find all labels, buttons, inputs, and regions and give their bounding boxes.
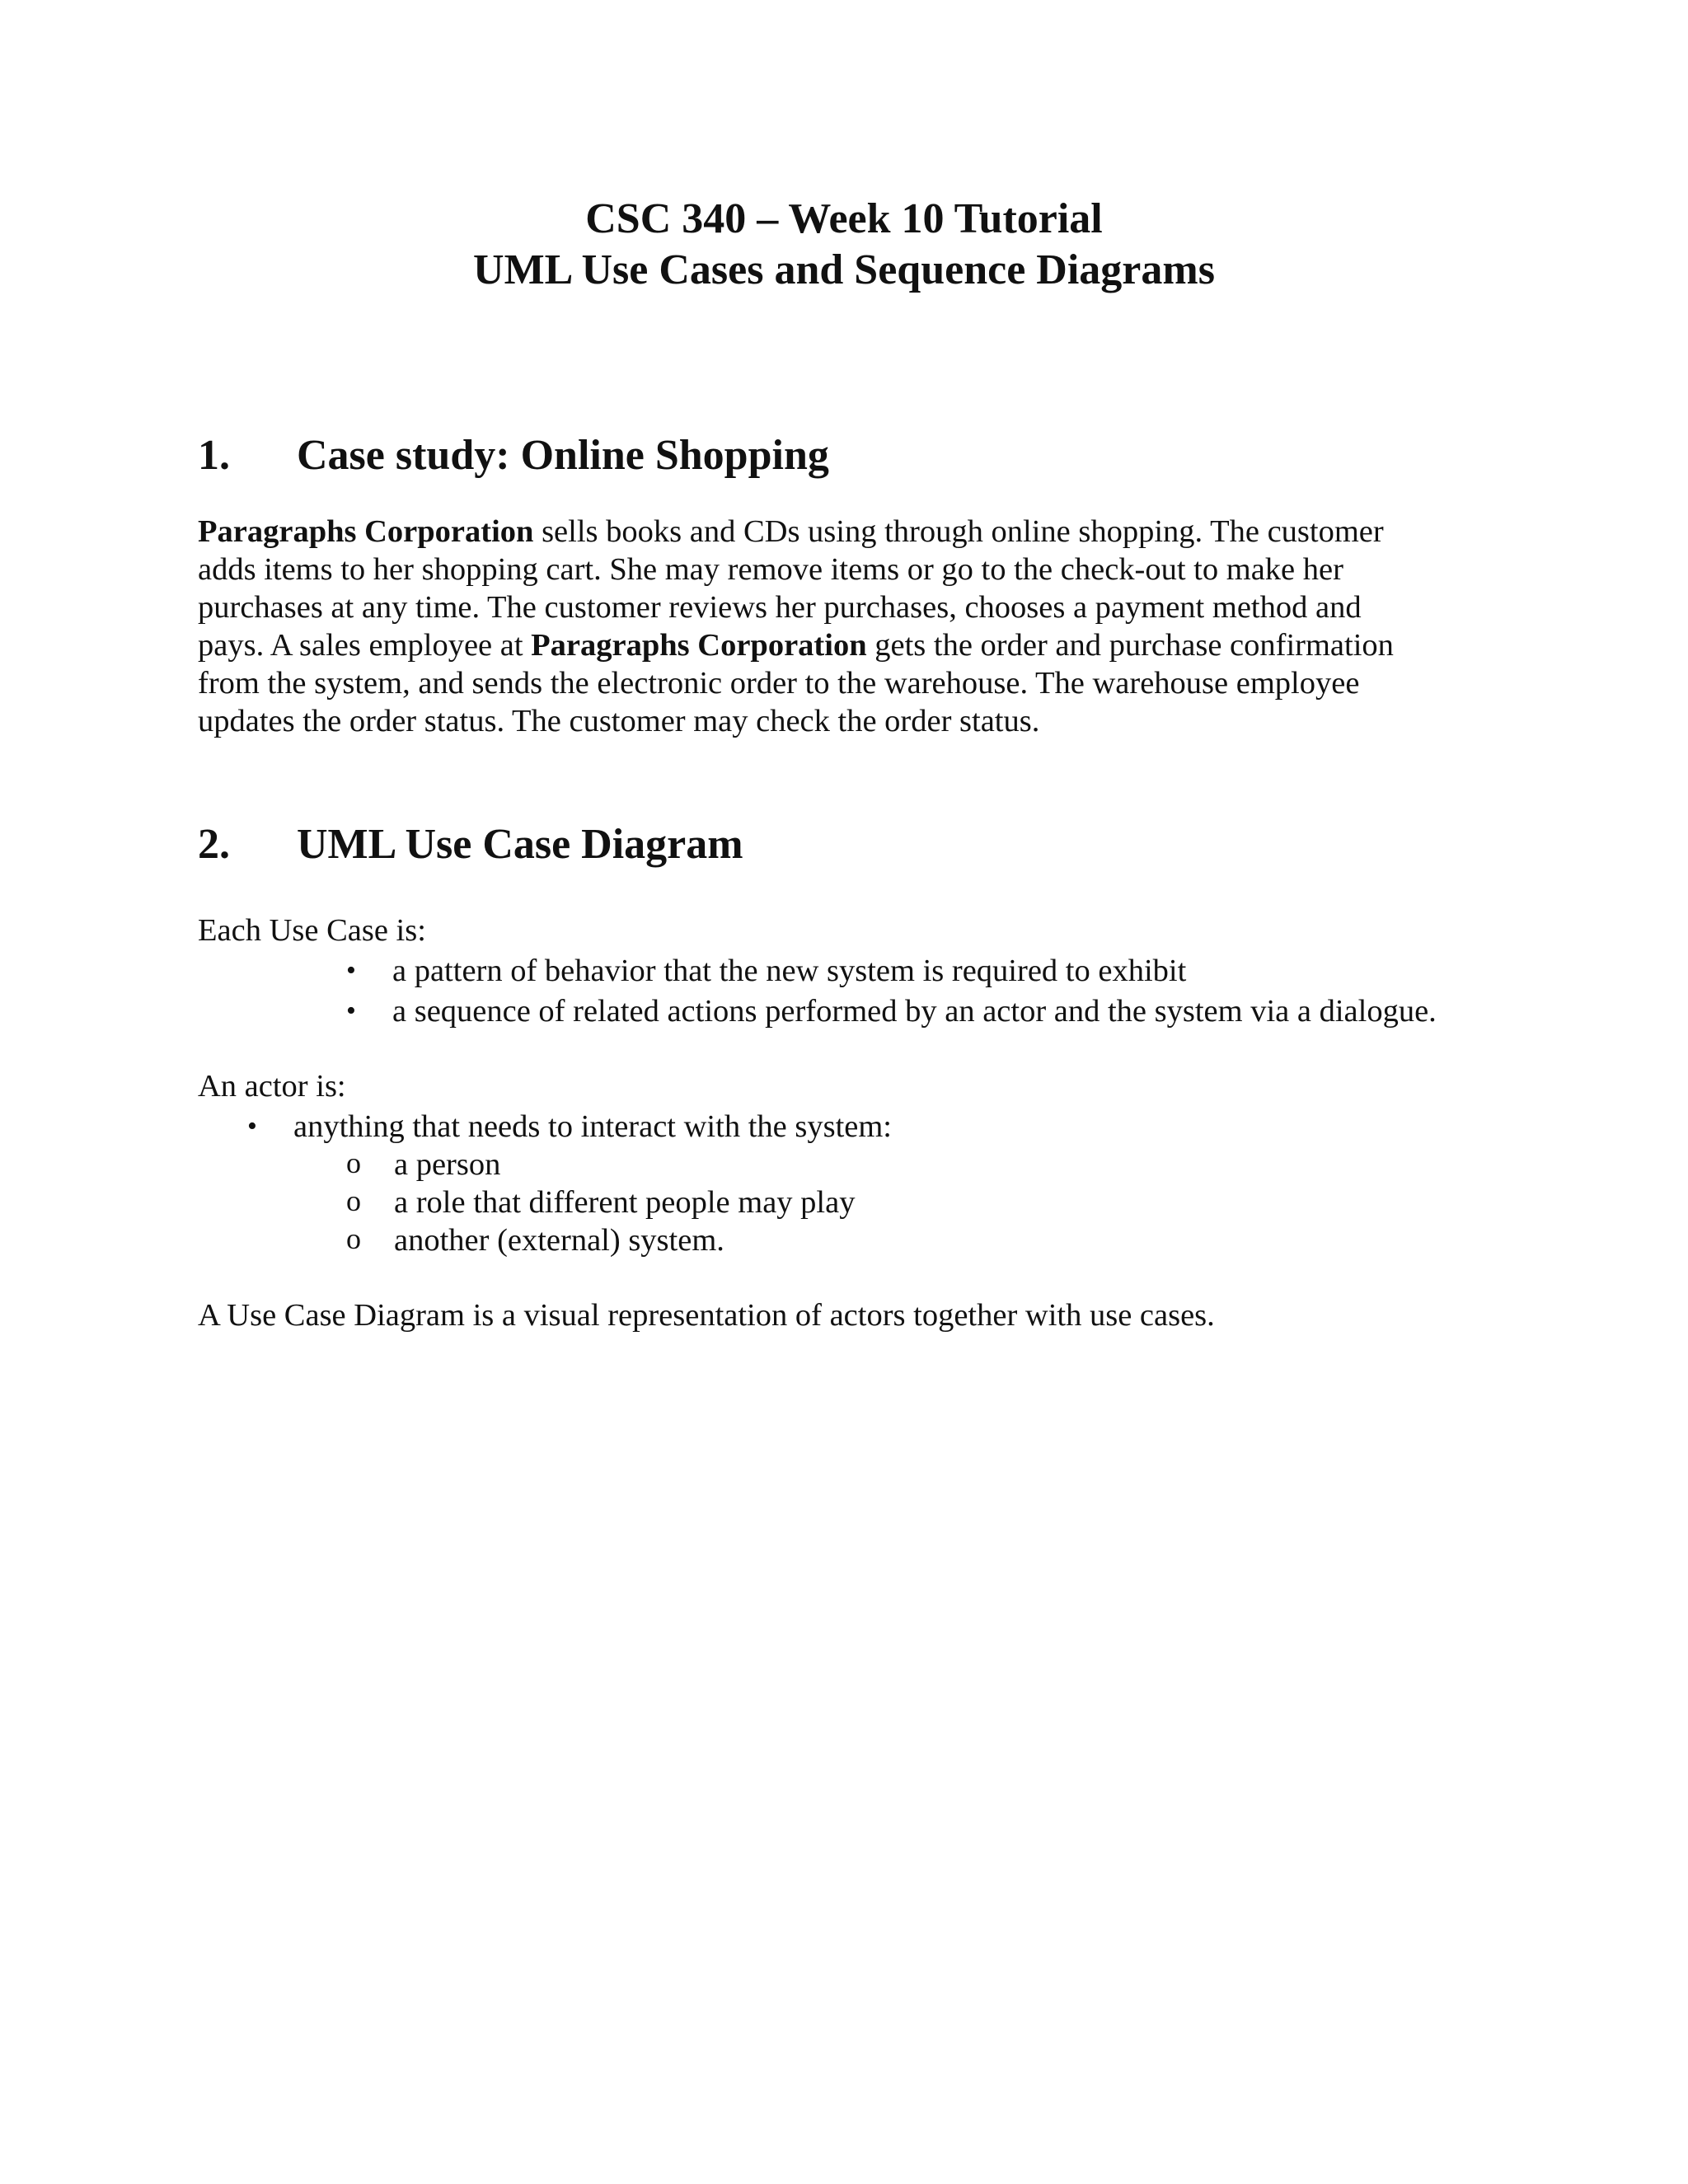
- company-name: Paragraphs Corporation: [531, 628, 867, 663]
- paragraph-line: purchases at any time. The customer reviews her purchases, chooses a payment method and: [198, 590, 1362, 625]
- document-title: [0, 194, 1688, 296]
- actor-bullet: • anything that needs to interact with the system:: [247, 1109, 892, 1144]
- company-name: Paragraphs Corporation: [198, 514, 534, 549]
- actor-subbullet-3: o another (external) system.: [346, 1221, 724, 1259]
- paragraph-line: Paragraphs Corporation sells books and CDs using through online shopping. The customer: [198, 514, 1384, 549]
- section-1-title: Case study: Online Shopping: [297, 432, 829, 479]
- closing-sentence: A Use Case Diagram is a visual representation of actors together with use cases.: [198, 1298, 1215, 1333]
- section-2-heading: [198, 819, 743, 870]
- bullet-icon: •: [346, 955, 356, 986]
- circle-bullet-icon: o: [346, 1146, 361, 1179]
- actor-subbullet-2: o a role that different people may play: [346, 1183, 855, 1221]
- use-case-intro: Each Use Case is:: [198, 913, 426, 948]
- paragraph-line: pays. A sales employee at Paragraphs Corporation gets the order and purchase confirmation: [198, 628, 1394, 663]
- title-line-1: CSC 340 – Week 10 Tutorial: [585, 195, 1103, 242]
- section-2-title: UML Use Case Diagram: [297, 821, 743, 868]
- paragraph-line: adds items to her shopping cart. She may remove items or go to the check-out to make her: [198, 552, 1343, 587]
- actor-intro: An actor is:: [198, 1069, 346, 1104]
- section-1-number: 1.: [198, 432, 230, 479]
- section-2-number: 2.: [198, 821, 230, 868]
- circle-bullet-icon: o: [346, 1222, 361, 1255]
- paragraph-line: updates the order status. The customer may check the order status.: [198, 704, 1040, 738]
- paragraph-line: from the system, and sends the electronic order to the warehouse. The warehouse employee: [198, 666, 1360, 701]
- circle-bullet-icon: o: [346, 1184, 361, 1217]
- bullet-icon: •: [247, 1111, 257, 1141]
- actor-subbullet-1: o a person: [346, 1146, 500, 1183]
- use-case-bullet-1: • a pattern of behavior that the new system is required to exhibit: [346, 954, 1187, 988]
- bullet-icon: •: [346, 996, 356, 1026]
- section-1-heading: [198, 430, 829, 481]
- use-case-bullet-2: • a sequence of related actions performed by an actor and the system via a dialogue.: [346, 994, 1437, 1029]
- case-study-paragraph: [198, 513, 1492, 740]
- title-line-2: UML Use Cases and Sequence Diagrams: [473, 246, 1215, 293]
